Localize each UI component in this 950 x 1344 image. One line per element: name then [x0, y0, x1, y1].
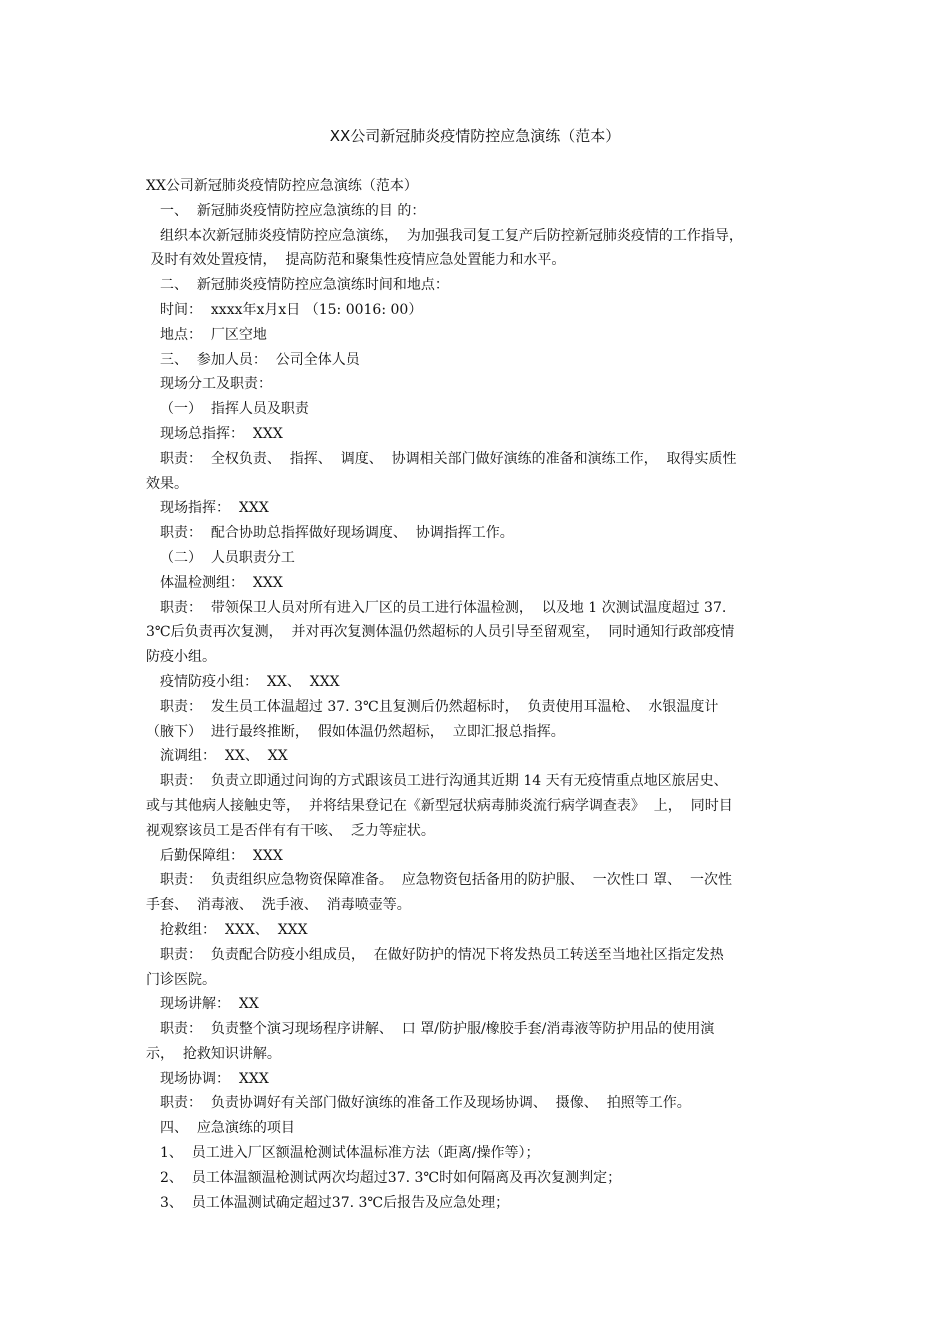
body-line: 手套、 消毒液、 洗手液、 消毒喷壶等。 — [146, 897, 411, 914]
body-line: 一、 新冠肺炎疫情防控应急演练的目 的： — [160, 202, 426, 219]
body-line: 四、 应急演练的项目 — [160, 1120, 295, 1137]
body-line: 地点： 厂区空地 — [160, 326, 267, 343]
body-line: 组织本次新冠肺炎疫情防控应急演练， 为加强我司复工复产后防控新冠肺炎疫情的工作指导， — [160, 227, 743, 244]
body-line: 效果。 — [146, 475, 188, 492]
body-line: 职责： 发生员工体温超过 37. 3℃且复测后仍然超标时， 负责使用耳温枪、 水银温度计 — [160, 698, 719, 715]
body-line: 职责： 负责组织应急物资保障准备。 应急物资包括备用的防护服、 一次性口 罩、 一次性 — [160, 872, 733, 889]
body-line: 视观察该员工是否伴有有干咳、 乏力等症状。 — [146, 822, 435, 839]
body-line: 现场总指挥： XXX — [160, 425, 283, 442]
body-line: 三、 参加人员： 公司全体人员 — [160, 351, 360, 368]
body-line: 流调组： XX、 XX — [160, 748, 288, 765]
body-line: 二、 新冠肺炎疫情防控应急演练时间和地点： — [160, 277, 449, 294]
body-line: 现场分工及职责： — [160, 376, 272, 393]
document-title: XX公司新冠肺炎疫情防控应急演练（范本） — [329, 127, 621, 145]
body-line: 3、 员工体温测试确定超过37. 3℃后报告及应急处理； — [160, 1194, 510, 1211]
body-line: 体温检测组： XXX — [160, 574, 283, 591]
body-line: （二） 人员职责分工 — [160, 549, 295, 566]
body-line: 职责： 负责协调好有关部门做好演练的准备工作及现场协调、 摄像、 拍照等工作。 — [160, 1095, 691, 1112]
body-line: （一） 指挥人员及职责 — [160, 401, 309, 418]
body-line: 时间： xxxx年x月x日 （15: 0016: 00） — [160, 301, 423, 318]
body-line: 示， 抢救知识讲解。 — [146, 1045, 281, 1062]
body-line: 现场指挥： XXX — [160, 500, 269, 517]
body-line: 职责： 负责整个演习现场程序讲解、 口 罩/防护服/橡胶手套/消毒液等防护用品的使用演 — [160, 1021, 715, 1038]
body-line: 职责： 配合协助总指挥做好现场调度、 协调指挥工作。 — [160, 525, 514, 542]
body-line: 疫情防疫小组： XX、 XXX — [160, 673, 340, 690]
body-line: （腋下） 进行最终推断， 假如体温仍然超标， 立即汇报总指挥。 — [146, 723, 565, 740]
body-line: 及时有效处置疫情， 提高防范和聚集性疫情应急处置能力和水平。 — [146, 252, 566, 269]
body-line: 后勤保障组： XXX — [160, 847, 283, 864]
body-line: 或与其他病人接触史等， 并将结果登记在《新型冠状病毒肺炎流行病学调查表》 上， 同时目 — [146, 797, 733, 814]
body-line: 职责： 负责立即通过问询的方式跟该员工进行沟通其近期 14 天有无疫情重点地区旅居史、 — [160, 773, 728, 790]
document-body — [146, 174, 826, 1215]
body-line: 职责： 负责配合防疫小组成员， 在做好防护的情况下将发热员工转送至当地社区指定发热 — [160, 946, 724, 963]
body-line: 现场讲解： XX — [160, 996, 259, 1013]
body-line: 职责： 全权负责、 指挥、 调度、 协调相关部门做好演练的准备和演练工作， 取得实质性 — [160, 450, 737, 467]
body-line: 职责： 带领保卫人员对所有进入厂区的员工进行体温检测， 以及地 1 次测试温度超过 37. — [160, 599, 727, 616]
body-line: 现场协调： XXX — [160, 1070, 269, 1087]
body-line: 抢救组： XXX、 XXX — [160, 921, 308, 938]
body-line: 3℃后负责再次复测， 并对再次复测体温仍然超标的人员引导至留观室， 同时通知行政部疫情 — [146, 624, 735, 641]
body-line: 防疫小组。 — [146, 649, 216, 666]
body-line: XX公司新冠肺炎疫情防控应急演练（范本） — [146, 178, 418, 194]
body-line: 门诊医院。 — [146, 971, 216, 988]
body-line: 1、 员工进入厂区额温枪测试体温标准方法（距离/操作等）； — [160, 1145, 540, 1162]
body-line: 2、 员工体温额温枪测试两次均超过37. 3℃时如何隔离及再次复测判定； — [160, 1169, 622, 1186]
